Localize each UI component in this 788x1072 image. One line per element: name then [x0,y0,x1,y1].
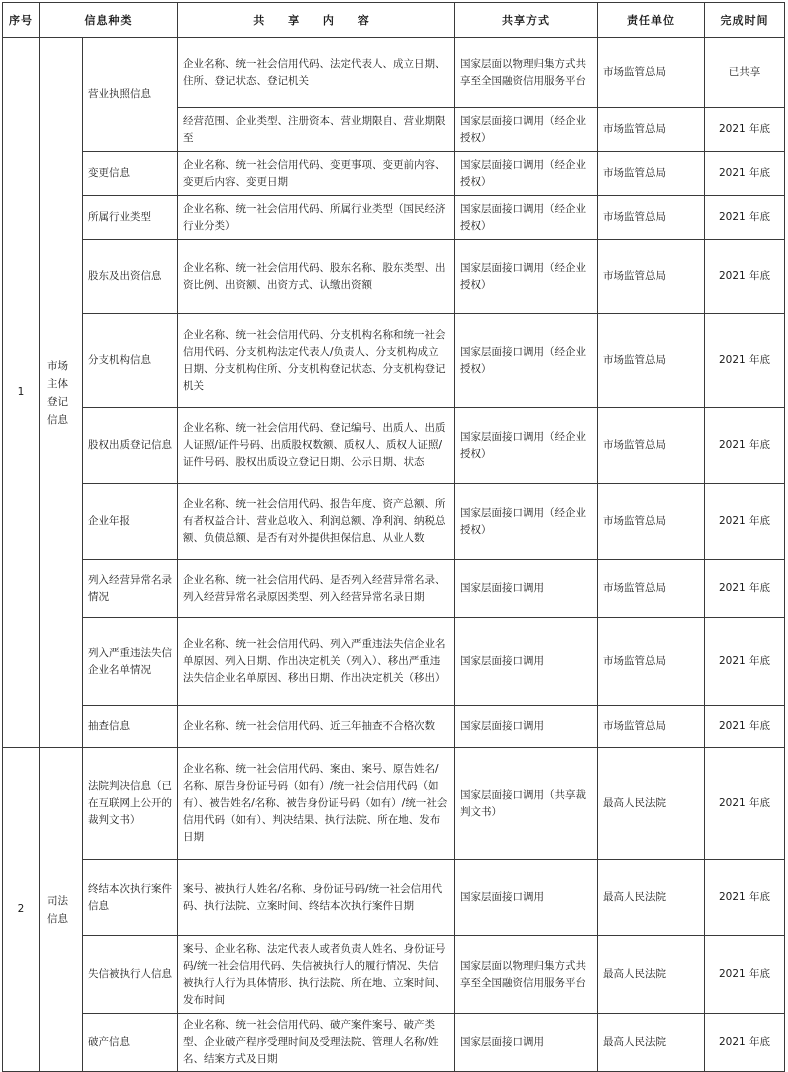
table-row [3,748,785,860]
content-cell: 企业名称、统一社会信用代码、法定代表人、成立日期、住所、登记状态、登记机关 [178,38,455,108]
type-cell: 终结本次执行案件信息 [83,860,178,936]
table-row [3,1014,785,1072]
seq-cell: 1 [3,38,40,748]
unit-cell: 最高人民法院 [598,860,705,936]
method-cell: 国家层面接口调用 [455,706,598,748]
method-cell: 国家层面接口调用（经企业授权） [455,108,598,152]
time-cell: 2021 年底 [705,484,785,560]
method-cell: 国家层面以物理归集方式共享至全国融资信用服务平台 [455,936,598,1014]
type-cell: 列入经营异常名录情况 [83,560,178,618]
table-row [3,560,785,618]
time-cell: 2021 年底 [705,560,785,618]
unit-cell: 市场监管总局 [598,618,705,706]
type-cell: 抽查信息 [83,706,178,748]
method-cell: 国家层面接口调用（经企业授权） [455,314,598,408]
unit-cell: 市场监管总局 [598,108,705,152]
method-cell: 国家层面以物理归集方式共享至全国融资信用服务平台 [455,38,598,108]
type-cell: 所属行业类型 [83,196,178,240]
method-cell: 国家层面接口调用 [455,618,598,706]
time-cell: 2021 年底 [705,1014,785,1072]
table-row [3,408,785,484]
category-label: 司法信息 [47,894,68,925]
content-cell: 企业名称、统一社会信用代码、分支机构名称和统一社会信用代码、分支机构法定代表人/负责人、分支机构成立日期、分支机构住所、分支机构登记状态、分支机构登记机关 [178,314,455,408]
credit-info-sharing-table [2,2,784,1072]
method-cell: 国家层面接口调用（经企业授权） [455,196,598,240]
header-method: 共享方式 [455,3,598,38]
unit-cell: 市场监管总局 [598,484,705,560]
content-cell: 案号、被执行人姓名/名称、身份证号码/统一社会信用代码、执行法院、立案时间、终结本次执行案件日期 [178,860,455,936]
content-cell: 企业名称、统一社会信用代码、报告年度、资产总额、所有者权益合计、营业总收入、利润总额、净利润、纳税总额、负债总额、是否有对外提供担保信息、从业人数 [178,484,455,560]
content-cell: 企业名称、统一社会信用代码、所属行业类型（国民经济行业分类） [178,196,455,240]
unit-cell: 市场监管总局 [598,152,705,196]
content-cell: 企业名称、统一社会信用代码、登记编号、出质人、出质人证照/证件号码、出质股权数额、质权人、质权人证照/证件号码、股权出质设立登记日期、公示日期、状态 [178,408,455,484]
method-cell: 国家层面接口调用 [455,1014,598,1072]
type-cell: 变更信息 [83,152,178,196]
table-row [3,936,785,1014]
time-cell: 2021 年底 [705,240,785,314]
time-cell: 2021 年底 [705,860,785,936]
unit-cell: 市场监管总局 [598,706,705,748]
time-cell: 2021 年底 [705,748,785,860]
unit-cell: 市场监管总局 [598,560,705,618]
table-row [3,240,785,314]
time-cell: 已共享 [705,38,785,108]
content-cell: 案号、企业名称、法定代表人或者负责人姓名、身份证号码/统一社会信用代码、失信被执行人的履行情况、失信被执行人行为具体情形、执行法院、所在地、立案时间、发布时间 [178,936,455,1014]
content-cell: 企业名称、统一社会信用代码、股东名称、股东类型、出资比例、出资额、出资方式、认缴出资额 [178,240,455,314]
table-row [3,484,785,560]
unit-cell: 市场监管总局 [598,408,705,484]
time-cell: 2021 年底 [705,108,785,152]
time-cell: 2021 年底 [705,618,785,706]
type-cell: 破产信息 [83,1014,178,1072]
unit-cell: 最高人民法院 [598,1014,705,1072]
content-cell: 企业名称、统一社会信用代码、是否列入经营异常名录、列入经营异常名录原因类型、列入经营异常名录日期 [178,560,455,618]
method-cell: 国家层面接口调用（共享裁判文书） [455,748,598,860]
header-unit: 责任单位 [598,3,705,38]
table-row [3,38,785,108]
content-cell: 企业名称、统一社会信用代码、列入严重违法失信企业名单原因、列入日期、作出决定机关（列入）、移出严重违法失信企业名单原因、移出日期、作出决定机关（移出） [178,618,455,706]
unit-cell: 市场监管总局 [598,314,705,408]
content-cell: 企业名称、统一社会信用代码、变更事项、变更前内容、变更后内容、变更日期 [178,152,455,196]
header-category: 信息种类 [40,3,178,38]
type-cell: 企业年报 [83,484,178,560]
method-cell: 国家层面接口调用（经企业授权） [455,408,598,484]
method-cell: 国家层面接口调用（经企业授权） [455,240,598,314]
content-cell: 企业名称、统一社会信用代码、案由、案号、原告姓名/名称、原告身份证号码（如有）/统一社会信用代码（如有）、被告姓名/名称、被告身份证号码（如有）/统一社会信用代码（如有）、判决结果、执行法院、所在地、发布日期 [178,748,455,860]
type-cell: 股权出质登记信息 [83,408,178,484]
header-time: 完成时间 [705,3,785,38]
unit-cell: 最高人民法院 [598,936,705,1014]
content-cell: 企业名称、统一社会信用代码、近三年抽查不合格次数 [178,706,455,748]
time-cell: 2021 年底 [705,314,785,408]
table-row [3,860,785,936]
type-cell: 列入严重违法失信企业名单情况 [83,618,178,706]
table-row [3,196,785,240]
unit-cell: 市场监管总局 [598,38,705,108]
type-cell: 法院判决信息（已在互联网上公开的裁判文书） [83,748,178,860]
time-cell: 2021 年底 [705,936,785,1014]
type-cell: 失信被执行人信息 [83,936,178,1014]
method-cell: 国家层面接口调用（经企业授权） [455,152,598,196]
content-cell: 经营范围、企业类型、注册资本、营业期限自、营业期限至 [178,108,455,152]
category-label: 市场主体登记信息 [47,359,68,426]
category-cell [40,748,83,1072]
type-cell: 分支机构信息 [83,314,178,408]
method-cell: 国家层面接口调用（经企业授权） [455,484,598,560]
category-cell [40,38,83,748]
unit-cell: 市场监管总局 [598,196,705,240]
time-cell: 2021 年底 [705,152,785,196]
seq-cell: 2 [3,748,40,1072]
method-cell: 国家层面接口调用 [455,860,598,936]
unit-cell: 最高人民法院 [598,748,705,860]
data-table [2,2,785,1072]
table-row [3,706,785,748]
content-cell: 企业名称、统一社会信用代码、破产案件案号、破产类型、企业破产程序受理时间及受理法院、管理人名称/姓名、结案方式及日期 [178,1014,455,1072]
unit-cell: 市场监管总局 [598,240,705,314]
table-row [3,152,785,196]
type-cell: 营业执照信息 [83,38,178,152]
time-cell: 2021 年底 [705,196,785,240]
method-cell: 国家层面接口调用 [455,560,598,618]
type-cell: 股东及出资信息 [83,240,178,314]
time-cell: 2021 年底 [705,706,785,748]
table-row [3,618,785,706]
header-seq: 序号 [3,3,40,38]
header-content: 共 享 内 容 [178,3,455,38]
table-row [3,314,785,408]
header-row [3,3,785,38]
time-cell: 2021 年底 [705,408,785,484]
